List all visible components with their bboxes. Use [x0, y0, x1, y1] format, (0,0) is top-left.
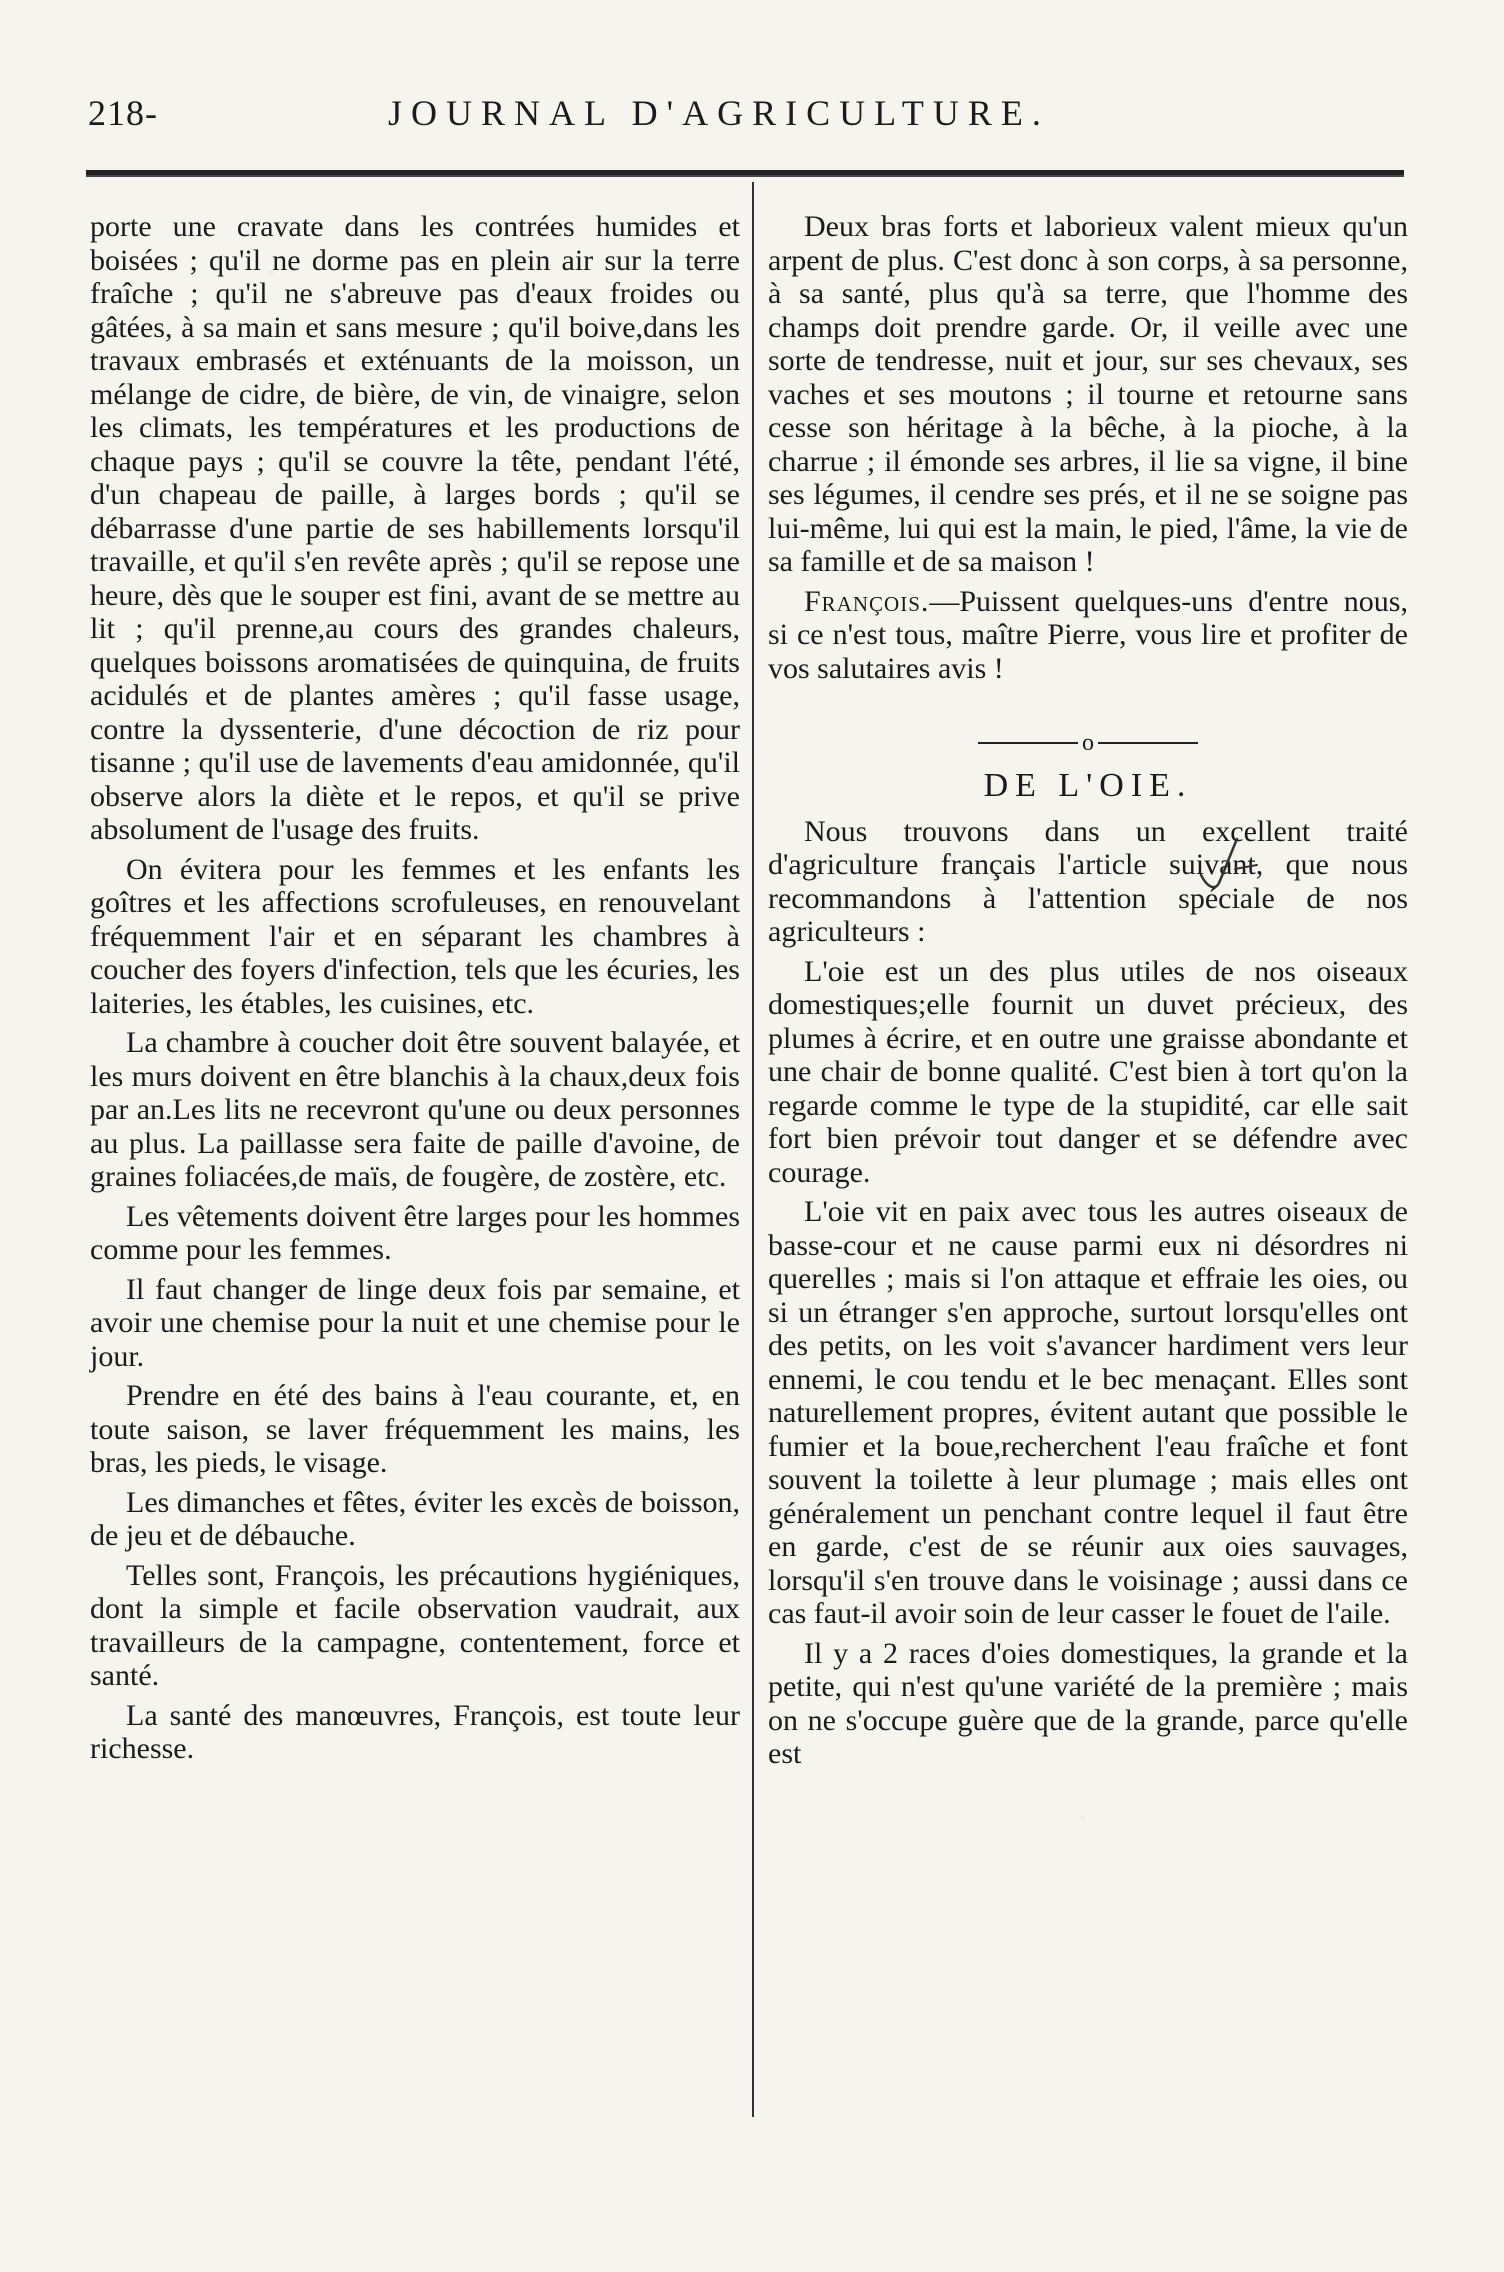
section-divider	[768, 731, 1408, 755]
divider-line-right	[1098, 742, 1198, 744]
paragraph: porte une cravate dans les contrées humides et boisées ; qu'il ne dorme pas en plein air sur la terre fraîche ; qu'il ne s'abreuve pas d'eaux froides ou gâtées, à sa main et sans mesure ; qu'il boive,dans les travaux embrasés et exténuants de la moisson, un mélange de cidre, de bière, de vin, de vinaigre, selon les climats, les températures et les productions de chaque pays ; qu'il se couvre la tête, pendant l'été, d'un chapeau de paille, à larges bords ; qu'il se débarrasse d'une partie de ses habillements lorsqu'il travaille, et qu'il s'en revête après ; qu'il se repose une heure, dès que le souper est fini, avant de se mettre au lit ; qu'il prenne,au cours des grandes chaleurs, quelques boissons aromatisées de quinquina, de fruits acidulés et de plantes amères ; qu'il fasse usage, contre la dyssenterie, d'une décoction de riz pour tisanne ; qu'il use de lavements d'eau amidonnée, qu'il observe alors la diète et le repos, et qu'il se prive absolument de l'usage des fruits.	[90, 210, 740, 846]
paragraph: Il y a 2 races d'oies domestiques, la grande et la petite, qui n'est qu'une variété de la première ; mais on ne s'occupe guère que de la grande, parce qu'elle est	[768, 1636, 1408, 1770]
running-title: JOURNAL D'AGRICULTURE.	[388, 93, 1050, 133]
header-rule	[86, 170, 1404, 177]
paragraph: Les dimanches et fêtes, éviter les excès de boisson, de jeu et de débauche.	[90, 1485, 740, 1552]
paragraph: Telles sont, François, les précautions hygiéniques, dont la simple et facile observation vaudrait, aux travailleurs de la campagne, contentement, force et santé.	[90, 1558, 740, 1692]
divider-mark: o	[1082, 730, 1094, 756]
paragraph: L'oie est un des plus utiles de nos oiseaux domestiques;elle fournit un duvet précieux, des plumes à écrire, et en outre une graisse abondante et une chair de bonne qualité. C'est bien à tort qu'on la regarde comme le type de la stupidité, car elle sait fort bien prévoir tout danger et se défendre avec courage.	[768, 954, 1408, 1189]
paragraph: Prendre en été des bains à l'eau courante, et, en toute saison, se laver fréquemment les mains, les bras, les pieds, le visage.	[90, 1379, 740, 1479]
page-header	[88, 92, 1418, 142]
section-heading: DE L'OIE.	[983, 767, 1193, 804]
speaker-name: François.	[804, 584, 930, 618]
dialogue-text: —Puissent quelques-uns d'entre nous, si ce n'est tous, maître Pierre, vous lire et profiter de vos salutaires avis !	[768, 584, 1408, 685]
paragraph: L'oie vit en paix avec tous les autres oiseaux de basse-cour et ne cause parmi eux ni désordres ni querelles ; mais si l'on attaque et effraie les oies, ou si un étranger s'en approche, surtout lorsqu'elles ont des petits, on les voit s'avancer hardiment vers leur ennemi, le cou tendu et le bec menaçant. Elles sont naturellement propres, évitent autant que possible le fumier et la boue,recherchent l'eau fraîche et font souvent la toilette à leur plumage ; mais elles ont généralement un penchant contre lequel il faut être en garde, c'est de se réunir aux oies sauvages, lorsqu'il s'en trouve dans le voisinage ; aussi dans ce cas faut-il avoir soin de leur casser le fouet de l'aile.	[768, 1195, 1408, 1630]
page-number: 218-	[88, 93, 158, 133]
paragraph: Les vêtements doivent être larges pour les hommes comme pour les femmes.	[90, 1199, 740, 1266]
paragraph: On évitera pour les femmes et les enfants les goîtres et les affections scrofuleuses, en renouvelant fréquemment l'air et en séparant les chambres à coucher des foyers d'infection, tels que les écuries, les laiteries, les étables, les cuisines, etc.	[90, 852, 740, 1020]
left-column	[90, 210, 740, 1772]
paragraph: La chambre à coucher doit être souvent balayée, et les murs doivent en être blanchis à la chaux,deux fois par an.Les lits ne recevront qu'une ou deux personnes au plus. La paillasse sera faite de paille d'avoine, de graines foliacées,de maïs, de fougère, de zostère, etc.	[90, 1026, 740, 1193]
right-column	[768, 210, 1408, 1777]
paragraph: Deux bras forts et laborieux valent mieux qu'un arpent de plus. C'est donc à son corps, à sa personne, à sa santé, plus qu'à sa terre, que l'homme des champs doit prendre garde. Or, il veille avec une sorte de tendresse, nuit et jour, sur ses chevaux, ses vaches et ses moutons ; il tourne et retourne sans cesse son héritage à la bêche, à la pioche, à la charrue ; il émonde ses arbres, il lie sa vigne, il bine ses légumes, il cendre ses prés, et il ne se soigne pas lui-même, lui qui est la main, le pied, l'âme, la vie de sa famille et de sa maison !	[768, 210, 1408, 578]
handwritten-checkmark-icon	[1195, 835, 1265, 895]
paragraph: La santé des manœuvres, François, est toute leur richesse.	[90, 1698, 740, 1765]
paragraph: Nous trouvons dans un excellent traité d'agriculture français l'article suivant, que nous recommandons à l'attention spéciale de nos agriculteurs :	[768, 814, 1408, 948]
paragraph: Il faut changer de linge deux fois par semaine, et avoir une chemise pour la nuit et une chemise pour le jour.	[90, 1272, 740, 1373]
divider-line-left	[978, 742, 1078, 744]
column-divider	[752, 182, 754, 2117]
dialogue-paragraph	[768, 585, 1408, 686]
